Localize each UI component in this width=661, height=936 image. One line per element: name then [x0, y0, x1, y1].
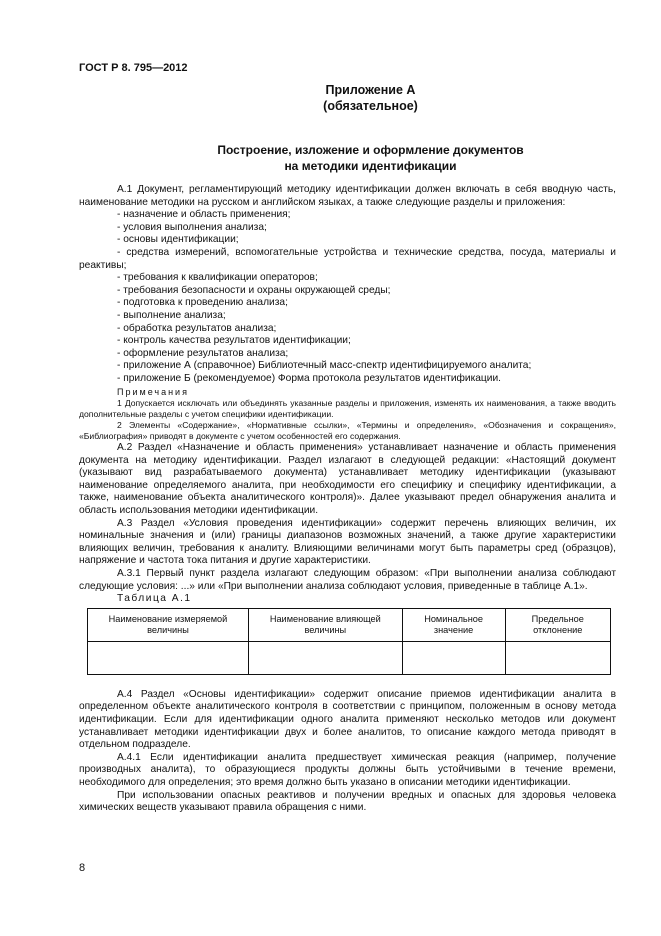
- appendix-title: Приложение А: [325, 83, 416, 97]
- list-item: - оформление результатов анализа;: [117, 347, 289, 359]
- list-item: - средства измерений, вспомогательные устройства и технические средства, посуда, материалы и реактивы;: [79, 246, 616, 271]
- section-title-line1: Построение, изложение и оформление документов: [217, 143, 524, 157]
- table-header-cell: Наименование измеряемой величины: [88, 608, 249, 641]
- list-item: - подготовка к проведению анализа;: [117, 297, 288, 309]
- list-item: - условия выполнения анализа;: [117, 221, 267, 233]
- list-item: - требования к квалификации операторов;: [117, 272, 318, 284]
- notes-heading: Примечания: [117, 386, 189, 397]
- appendix-status: (обязательное): [323, 99, 418, 113]
- table-header-cell: Предельное отклонение: [505, 608, 610, 641]
- table-caption: Таблица А.1: [117, 593, 192, 605]
- list-item: - приложение Б (рекомендуемое) Форма протокола результатов идентификации.: [117, 372, 501, 384]
- paragraph-a4-1-safety: При использовании опасных реактивов и получении вредных и опасных для здоровья человека химических веществ указывают правила обращения с ними.: [79, 789, 616, 814]
- list-item: - приложение А (справочное) Библиотечный масс-спектр идентифицируемого аналита;: [117, 360, 532, 372]
- paragraph-a3: А.3 Раздел «Условия проведения идентификации» содержит перечень влияющих величин, их номинальные значения и (или) границы диапазонов возможных значений, а также другие характеристики влияющих величин, требования к аналиту. Влияющими величинами могут быть параметры сред (образцов), напряжение и частота тока питания и другие характеристики.: [79, 517, 616, 567]
- list-item: - выполнение анализа;: [117, 309, 226, 321]
- page-number: 8: [79, 862, 86, 874]
- list-item: - основы идентификации;: [117, 234, 239, 246]
- list-item: - требования безопасности и охраны окружающей среды;: [117, 284, 391, 296]
- paragraph-a3-1: А.3.1 Первый пункт раздела излагают следующим образом: «При выполнении анализа соблюдают следующие условия: ...» или «При выполнении анализа соблюдают условия, приведенные в таблице А.1».: [79, 568, 616, 592]
- table-cell: [248, 641, 402, 674]
- conditions-table: [87, 608, 611, 675]
- spacer: [79, 675, 616, 689]
- table-cell: [88, 641, 249, 674]
- note-1: 1 Допускается исключать или объединять указанные разделы и приложения, изменять их наименования, а также вводить дополнительные разделы с учетом специфики идентификации.: [79, 398, 616, 420]
- paragraph-a4: А.4 Раздел «Основы идентификации» содержит описание приемов идентификации аналита в определенном объекте аналитического контроля в соответствии с принципом, положенным в основу метода идентификации. Если для идентификации одного аналита применяют несколько методов или документ устанавливает методики идентификации двух и более аналитов, то описание каждого метода приводят в отдельном подразделе.: [79, 688, 616, 751]
- table-row: [88, 641, 611, 674]
- note-2: 2 Элементы «Содержание», «Нормативные ссылки», «Термины и определения», «Обозначения и сокращения», «Библиография» приводят в документе с учетом особенностей его содержания.: [79, 420, 616, 442]
- table-header-cell: Номинальное значение: [402, 608, 505, 641]
- table-cell: [505, 641, 610, 674]
- list-item: - обработка результатов анализа;: [117, 322, 277, 334]
- section-title-line2: на методики идентификации: [284, 159, 457, 173]
- list-item: - назначение и область применения;: [117, 209, 291, 221]
- paragraph-a2: А.2 Раздел «Назначение и область применения» устанавливает назначение и область применения документа на методику идентификации. Раздел излагают в следующей редакции: «Настоящий документ (указывают вид разрабатываемого документа) устанавливает методику идентификации (указывают наименование определяемого аналита, при необходимости его специфику и специфику идентификации, а также, наименование объекта аналитического контроля)». Далее указывают предел обнаружения аналита и область использования методики идентификации.: [79, 442, 616, 517]
- paragraph-a4-1: А.4.1 Если идентификации аналита предшествует химическая реакция (например, получение производных аналита), то образующиеся продукты должны быть устойчивыми в течение времени, необходимого для определения; это время должно быть указано в описании методики идентификации.: [79, 751, 616, 788]
- document-header: ГОСТ Р 8. 795—2012: [79, 62, 188, 74]
- paragraph-a1: А.1 Документ, регламентирующий методику идентификации должен включать в себя вводную часть, наименование методики на русском и английском языках, а также следующие разделы и приложения:: [79, 184, 616, 208]
- table-cell: [402, 641, 505, 674]
- table-header-row: [88, 608, 611, 641]
- document-body: [79, 184, 616, 815]
- table-header-cell: Наименование влияющей величины: [248, 608, 402, 641]
- list-item: - контроль качества результатов идентификации;: [117, 335, 351, 347]
